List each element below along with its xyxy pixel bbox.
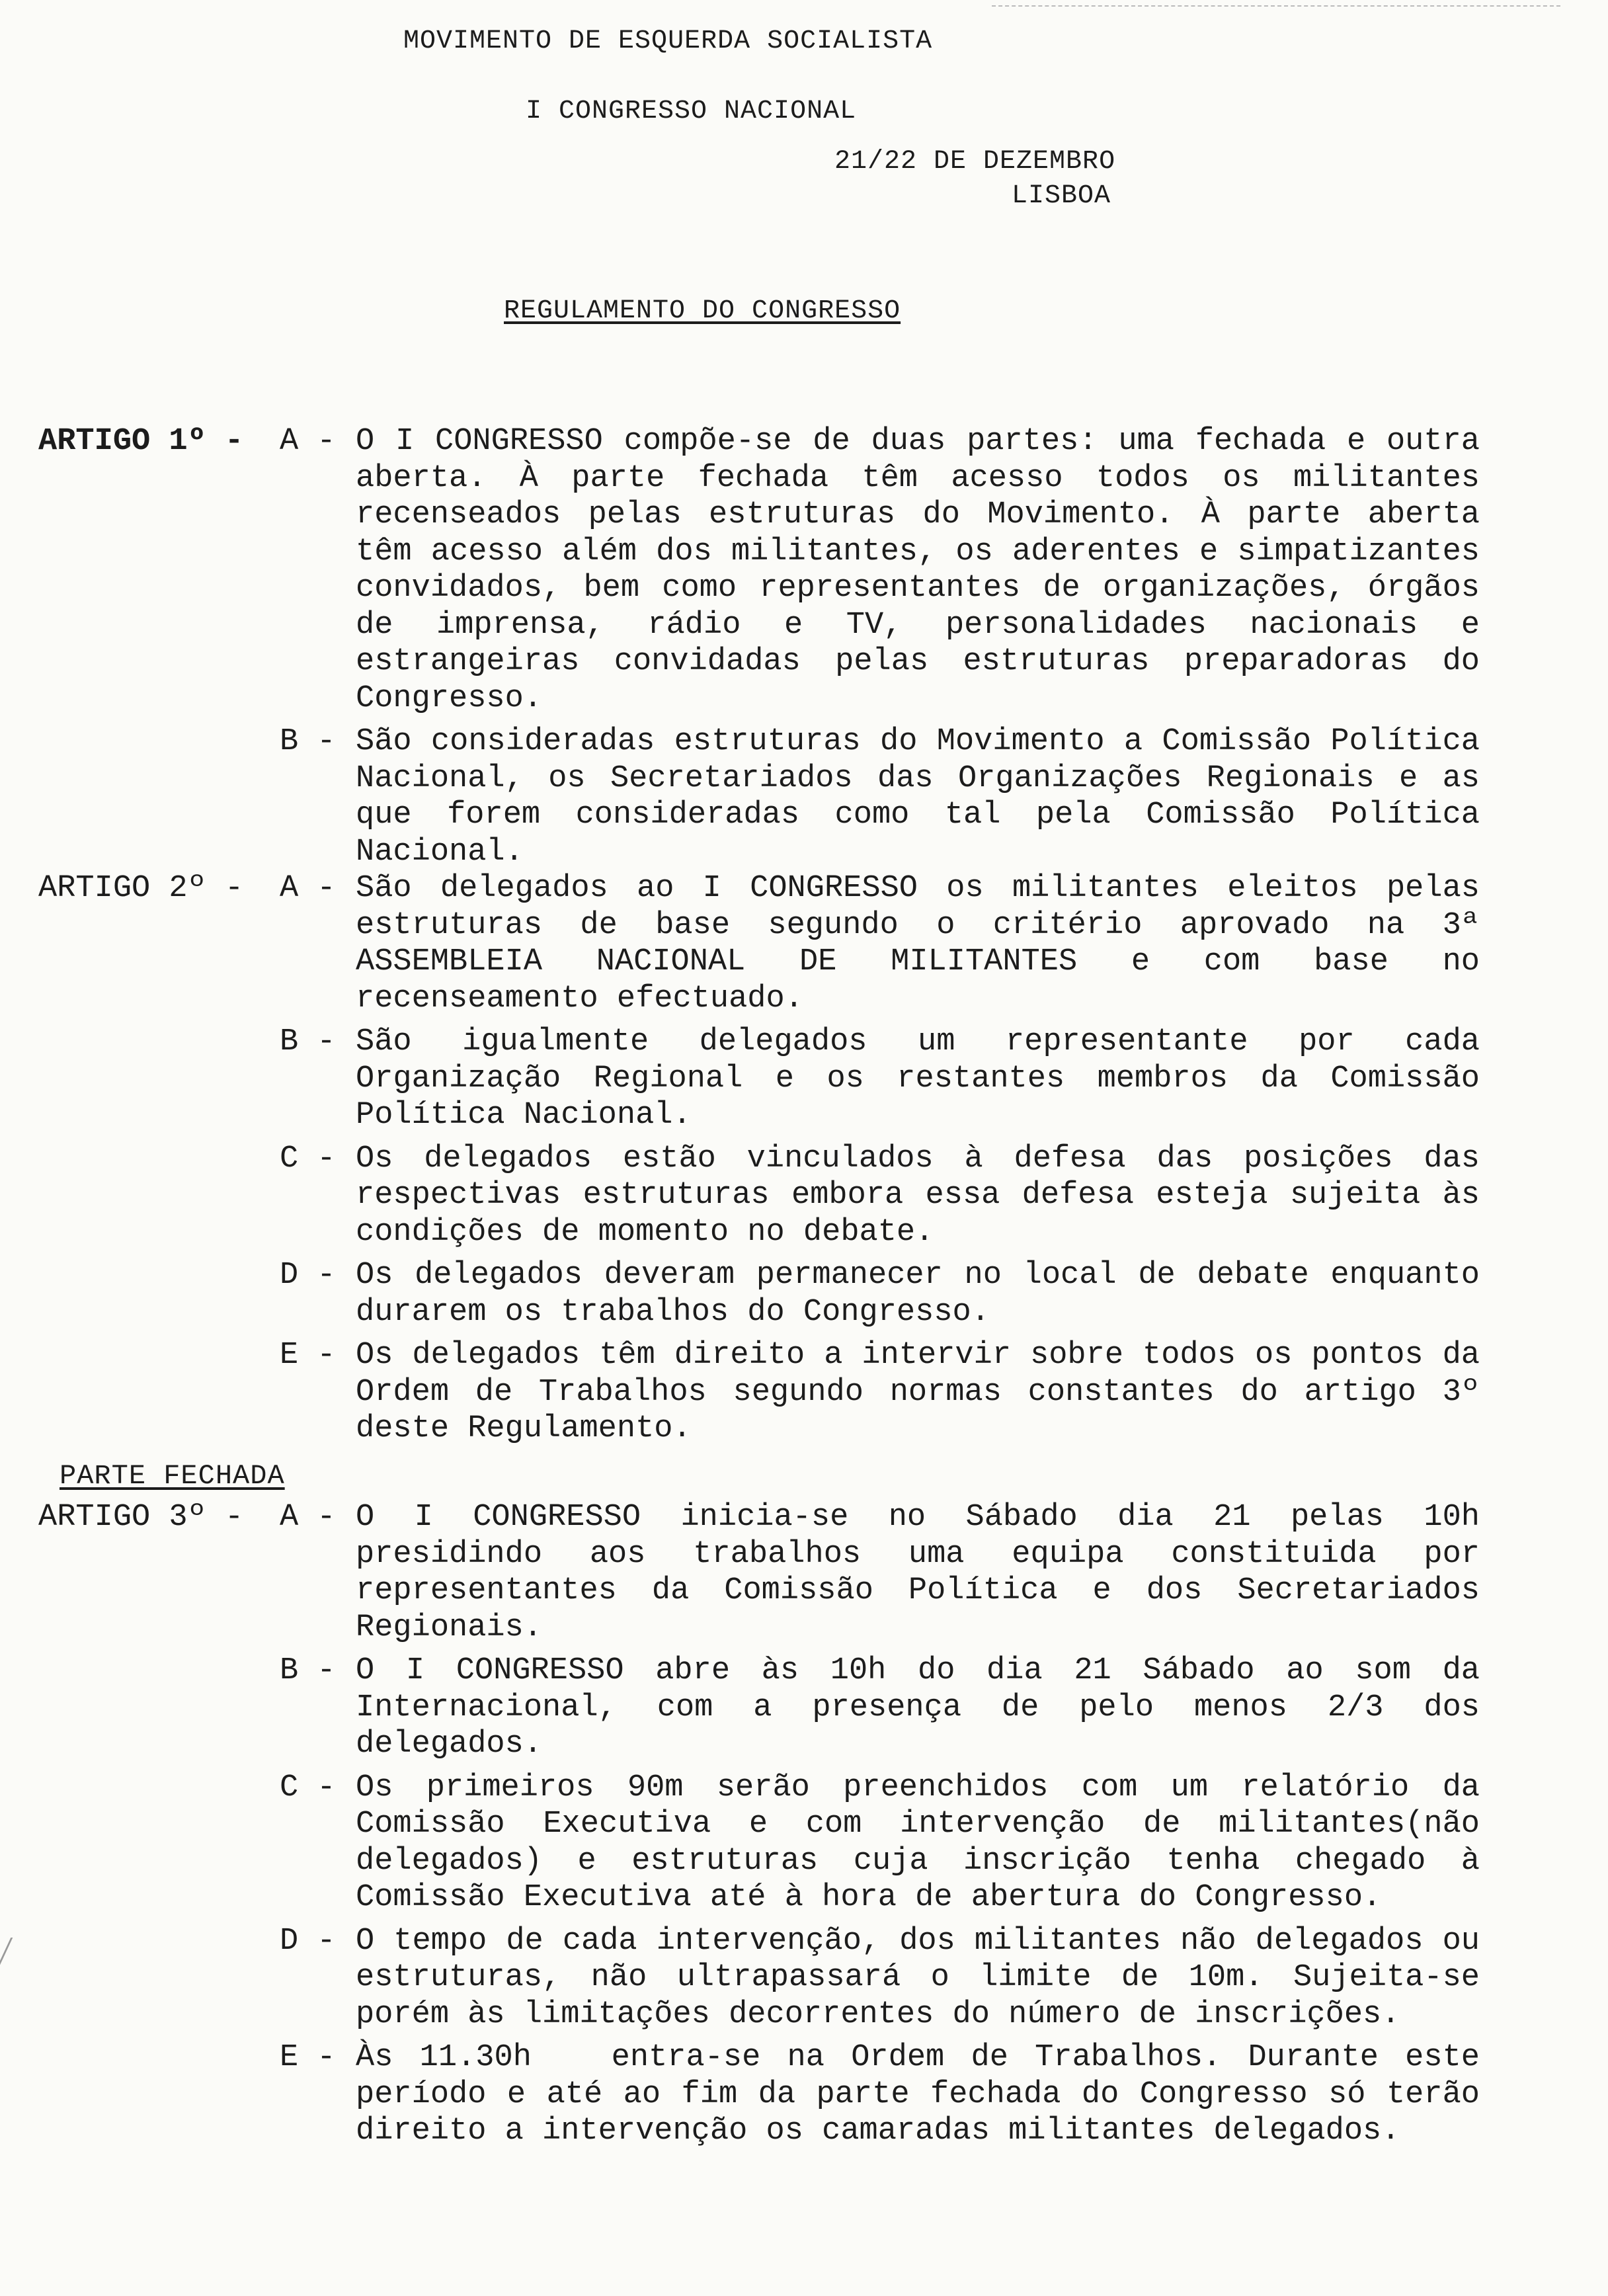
clause-letter: B - [280, 1653, 336, 1688]
clause-letter: E - [280, 2040, 336, 2075]
article-label: ARTIGO 3º - [38, 1500, 244, 1535]
organization-name: MOVIMENTO DE ESQUERDA SOCIALISTA [403, 26, 933, 56]
clause-letter: A - [280, 871, 336, 906]
clause [38, 1653, 1559, 1763]
clause-letter: D - [280, 1923, 336, 1959]
clause-text: Às 11.30h entra-se na Ordem de Trabalhos. Durante este período e até ao fim da parte fechada do Congresso só terão direito a intervenção os camaradas militantes delegados. [356, 2040, 1499, 2149]
clause-letter: A - [280, 1500, 336, 1535]
clause-text: Os delegados têm direito a intervir sobre todos os pontos da Ordem de Trabalhos segundo normas constantes do artigo 3º deste Regulamento. [356, 1338, 1499, 1446]
clause-text: Os delegados estão vinculados à defesa das posições das respectivas estruturas embora essa defesa esteja sujeita às condições de momento no debate. [356, 1141, 1499, 1250]
clause-letter: D - [280, 1258, 336, 1293]
clause-letter: C - [280, 1770, 336, 1805]
event-dates: 21/22 DE DEZEMBRO [834, 147, 1116, 177]
clause-text: Os delegados deveram permanecer no local de debate enquanto durarem os trabalhos do Congresso. [356, 1258, 1499, 1330]
clause-letter: B - [280, 724, 336, 759]
clause-letter: B - [280, 1024, 336, 1059]
clause [38, 1770, 1559, 1916]
clause [38, 1024, 1559, 1134]
scan-artifact-line [992, 5, 1560, 7]
clause-text: O I CONGRESSO abre às 10h do dia 21 Sábado ao som da Internacional, com a presença de pelo menos 2/3 dos delegados. [356, 1653, 1499, 1762]
clause-letter: A - [280, 424, 336, 459]
clause [38, 870, 1559, 1017]
clause-text: O I CONGRESSO inicia-se no Sábado dia 21 pelas 10h presidindo aos trabalhos uma equipa constituida por representantes da Comissão Política e dos Secretariados Regionais. [356, 1500, 1499, 1645]
clause-text: São consideradas estruturas do Movimento a Comissão Política Nacional, os Secretariados das Organizações Regionais e as que forem consideradas como tal pela Comissão Política Nacional. [356, 724, 1499, 870]
clause [38, 1337, 1559, 1448]
article-label: ARTIGO 2º - [38, 871, 244, 906]
article-2 [38, 870, 1559, 1454]
clause [38, 723, 1559, 870]
document-title: REGULAMENTO DO CONGRESSO [504, 296, 901, 326]
clause-text: Os primeiros 90m serão preenchidos com um relatório da Comissão Executiva e com intervenção de militantes(não delegados) e estruturas cuja inscrição tenha chegado à Comissão Executiva até à hora de abertura do Congresso. [356, 1770, 1499, 1915]
clause-text: O tempo de cada intervenção, dos militantes não delegados ou estruturas, não ultrapassará o limite de 10m. Sujeita-se porém às limitações decorrentes do número de inscrições. [356, 1923, 1499, 2032]
clause [38, 1923, 1559, 2033]
article-1 [38, 423, 1559, 877]
clause [38, 1141, 1559, 1251]
event-city: LISBOA [1012, 181, 1111, 211]
clause-letter: C - [280, 1141, 336, 1176]
article-3 [38, 1499, 1559, 2156]
section-heading: PARTE FECHADA [60, 1460, 285, 1492]
clause [38, 2039, 1559, 2150]
clause-text: São delegados ao I CONGRESSO os militantes eleitos pelas estruturas de base segundo o critério aprovado na 3ª ASSEMBLEIA NACIONAL DE MILITANTES e com base no recenseamento efectuado. [356, 871, 1499, 1016]
clause [38, 1257, 1559, 1331]
clause [38, 423, 1559, 717]
clause [38, 1499, 1559, 1646]
article-label: ARTIGO 1º - [38, 424, 244, 459]
event-name: I CONGRESSO NACIONAL [526, 97, 857, 126]
clause-text: O I CONGRESSO compõe-se de duas partes: uma fechada e outra aberta. À parte fechada têm acesso todos os militantes recenseados pelas estruturas do Movimento. À parte aberta têm acesso além dos militantes, os aderentes e simpatizantes convidados, bem como representantes de organizações, órgãos de imprensa, rádio e TV, personalidades nacionais e estrangeiras convidadas pelas estruturas preparadoras do Congresso. [356, 424, 1499, 716]
scan-artifact-mark [0, 1938, 32, 1984]
clause-text: São igualmente delegados um representante por cada Organização Regional e os restantes membros da Comissão Política Nacional. [356, 1024, 1499, 1133]
clause-letter: E - [280, 1338, 336, 1373]
